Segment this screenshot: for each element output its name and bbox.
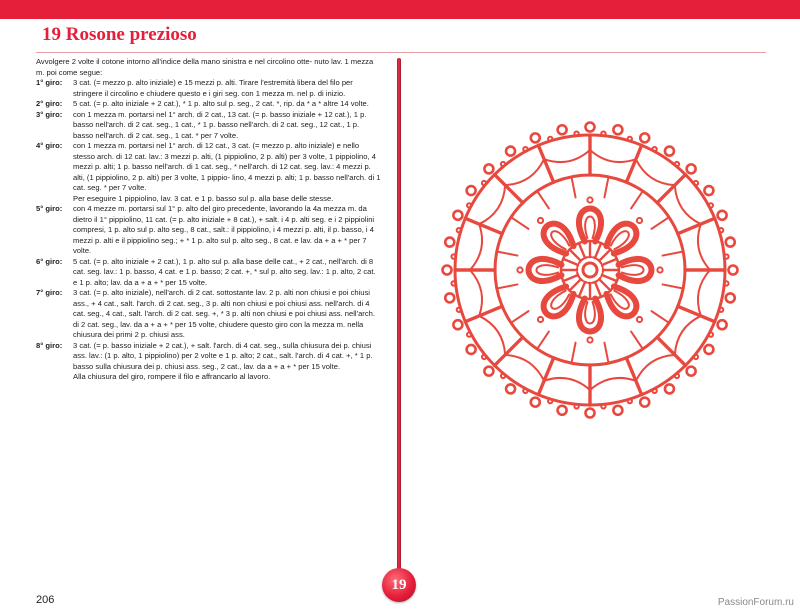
round-6 <box>36 257 381 289</box>
round-label: 8° giro: <box>36 340 63 350</box>
round-text: Per eseguire 1 pippiolino, lav. 3 cat. e 1 p. basso sul p. alla base delle stesse. <box>73 193 334 203</box>
round-text: 3 cat. (= p. alto iniziale), nell'arch. di 2 cat. sottostante lav. 2 p. alti non chiusi e poi chiusi ass., + 4 cat., salt. l'arch. di 2 cat. seg., 3 p. alti non chiusi e poi chiusi ass. nell'arch. di 4 cat. seg., 4 cat., salt. l'arch. di 2 cat. seg. +, * 3 p. alti non chiusi e poi chiusi ass. nell'arch. di 2 cat. seg., lav. da a + a + * per 15 volte, chiudere questo giro con la mezza m. nella chiusura dei primi 2 p. chiusi ass. <box>73 288 375 339</box>
closing-note: Alla chiusura del giro, rompere il filo e affrancarlo al lavoro. <box>73 372 271 381</box>
bead-badge <box>382 568 416 602</box>
instructions-column <box>36 57 381 383</box>
round-2 <box>36 99 381 110</box>
doily-illustration <box>443 123 738 418</box>
round-8 <box>36 341 381 373</box>
page-title: 19 Rosone prezioso <box>42 24 197 45</box>
round-5 <box>36 204 381 257</box>
vertical-ribbon-divider <box>397 58 401 576</box>
bead-number: 19 <box>391 576 407 593</box>
watermark: PassionForum.ru <box>717 597 794 608</box>
round-label: 5° giro: <box>36 204 63 213</box>
round-4-note <box>36 194 381 205</box>
round-4 <box>36 141 381 194</box>
round-text: con 4 mezze m. portarsi sul 1° p. alto del giro precedente, lavorando la 4a mezza m. da dietro il 1° pippiolino, 11 cat. (= p. alto iniziale + 8 cat.), + salt. i 4 p. alti seg. e i 2 pippiolini compresi, 1 p. alto sul p. alto seg., 8 cat., salt.: il pippiolino, i 4 mezzi p. alti, il p. basso, i 4 mezzi p. alti e il pippiolino seg.; + * 1 p. alto sul p. alto seg., 8 cat. e lav. da + a + * per 7 volte. <box>73 204 375 255</box>
round-text: con 1 mezza m. portarsi nel 1° arch. di 2 cat., 13 cat. (= p. basso iniziale + 12 cat.), 1 p. basso nell'arch. di 2 cat. seg., 1 cat., * 1 p. basso nell'arch. di 2 cat. seg., 12 cat., 1 p. basso nell'arch. di 2 cat. seg., 1 cat. * per 7 volte. <box>73 109 367 140</box>
title-divider <box>36 52 766 53</box>
round-1 <box>36 78 381 99</box>
round-text: 5 cat. (= p. alto iniziale + 2 cat.), 1 p. alto sul p. alla base delle cat., + 2 cat., nell'arch. di 8 cat. seg. lav.: 1 p. basso, 4 cat. e 1 p. basso; 2 cat. +, * sul p. alto seg. lav.: 1 p. alto, 2 cat. e 1 p. alto; lav. da a + a + * per 15 volte. <box>73 256 376 287</box>
round-7 <box>36 288 381 341</box>
round-text: 5 cat. (= p. alto iniziale + 2 cat.), * 1 p. alto sul p. seg., 2 cat. *, rip. da * a * altre 14 volte. <box>73 99 369 108</box>
round-label: 3° giro: <box>36 109 63 119</box>
round-text: 3 cat. (= mezzo p. alto iniziale) e 15 mezzi p. alti. Tirare l'estremità libera del filo per stringere il circolino e chiudere questo e i giri seg. con 1 mezza m. nel p. di inizio. <box>73 78 353 98</box>
round-label: 4° giro: <box>36 141 63 150</box>
round-label: 1° giro: <box>36 78 63 87</box>
top-accent-bar <box>0 0 800 19</box>
intro-paragraph: Avvolgere 2 volte il cotone intorno all'indice della mano sinistra e nel circolino otte- nuto lav. 1 mezza m. poi come segue: <box>36 57 374 77</box>
round-text: 3 cat. (= p. basso iniziale + 2 cat.), + salt. l'arch. di 4 cat. seg., sulla chiusura dei p. chiusi ass. lav.: (1 p. alto, 1 pippiolino) per 2 volte e 1 p. alto; 2 cat., salt. l'arch. di 4 cat. +, * 1 p. basso sulla chiusura dei p. chiusi ass. seg., 2 cat., lav. da a + a + * per 15 volte. <box>73 340 373 371</box>
round-text: con 1 mezza m. portarsi nel 1° arch. di 12 cat., 3 cat. (= mezzo p. alto iniziale) e nello stesso arch. di 12 cat. lav.: 3 mezzi p. alti, (1 pippiolino, 2 p. alti) per 3 volte, 1 pippiolino, 4 mezzi p. alti; 1 p. basso nell'arch. di 1 cat. seg., * nell'arch. di 12 cat. seg. lav.: 4 mezzi p. alti, (1 pippiolino, 2 p. alti) per 3 volte, 1 pippio- lino, 4 mezzi p. alti; 1 p. basso nell'arch. di 1 cat. seg. * per 7 volte. <box>73 141 381 192</box>
round-label: 7° giro: <box>36 288 63 297</box>
doily-photo <box>420 100 760 440</box>
round-3 <box>36 110 381 142</box>
page-number: 206 <box>36 594 55 606</box>
round-label: 6° giro: <box>36 256 63 266</box>
round-label: 2° giro: <box>36 99 63 108</box>
